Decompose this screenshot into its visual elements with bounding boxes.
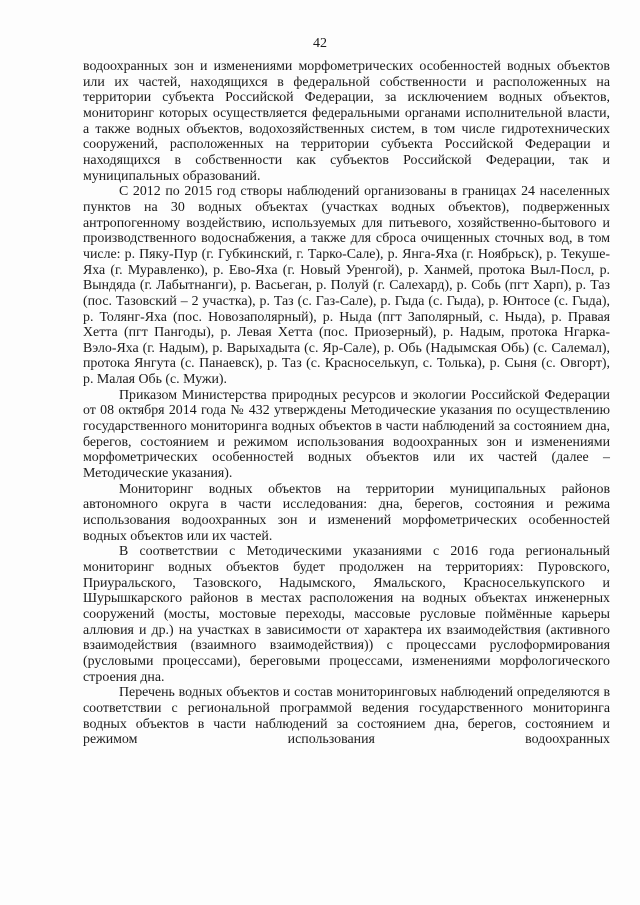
paragraph-4: Мониторинг водных объектов на территории муниципальных районов автономного округа в части исследования: дна, берегов, состояния и режима использования водоохранных зон и изменений морфометрических особенностей водных объектов или их частей. xyxy=(83,481,610,544)
document-body xyxy=(83,59,610,748)
paragraph-1: водоохранных зон и изменениями морфометрических особенностей водных объектов или их частей, находящихся в федеральной собственности и расположенных на территории субъекта Российской Федерации, за исключением водных объектов, мониторинг которых осуществляется федеральными органами исполнительной власти, а также водных объектов, водохозяйственных систем, в том числе гидротехнических сооружений, расположенных на территории субъекта Российской Федерации и находящихся в собственности как субъектов Российской Федерации, так и муниципальных образований. xyxy=(83,59,610,184)
paragraph-6: Перечень водных объектов и состав мониторинговых наблюдений определяются в соответствии с региональной программой ведения государственного мониторинга водных объектов в части наблюдений за состоянием дна, берегов, состоянием и режимом использования водоохранных xyxy=(83,685,610,748)
page-number: 42 xyxy=(313,36,327,51)
paragraph-5: В соответствии с Методическими указаниями с 2016 года региональный мониторинг водных объектов будет продолжен на территориях: Пуровского, Приуральского, Тазовского, Надымского, Ямальского, Красноселькупского и Шурышкарского районов в местах расположения на водных объектах инженерных сооружений (мосты, мостовые переходы, массовые русловые поймённые карьеры аллювия и др.) на участках в зависимости от характера их взаимодействия (активного взаимодействия (взаимного взаимодействия)) с процессами руслоформирования (русловыми процессами), береговыми процессами, изменениями морфологического строения дна. xyxy=(83,544,610,685)
paragraph-3: Приказом Министерства природных ресурсов и экологии Российской Федерации от 08 октября 2014 года № 432 утверждены Методические указания по осуществлению государственного мониторинга водных объектов в части наблюдений за состоянием дна, берегов, состоянием и режимом использования водоохранных зон и изменениями морфометрических особенностей водных объектов или их частей (далее – Методические указания). xyxy=(83,387,610,482)
paragraph-2: С 2012 по 2015 год створы наблюдений организованы в границах 24 населенных пунктов на 30 водных объектах (участках водных объектов), подверженных антропогенному воздействию, используемых для питьевого, хозяйственно-бытового и производственного водоснабжения, а также для сброса очищенных сточных вод, в том числе: р. Пяку-Пур (г. Губкинский, г. Тарко-Сале), р. Янга-Яха (г. Ноябрьск), р. Текуше-Яха (г. Муравленко), р. Ево-Яха (г. Новый Уренгой), р. Ханмей, протока Выл-Посл, р. Вындяда (г. Лабытнанги), р. Васьеган, р. Полуй (г. Салехард), р. Собь (пгт Харп), р. Таз (пос. Тазовский – 2 участка), р. Таз (с. Газ-Сале), р. Гыда (с. Гыда), р. Юнтосе (с. Гыда), р. Толянг-Яха (пос. Новозаполярный), р. Ныда (пгт Заполярный, с. Ныда), р. Правая Хетта (пгт Пангоды), р. Левая Хетта (пос. Приозерный), р. Надым, протока Нгарка-Вэло-Яха (г. Надым), р. Варыхадыта (с. Яр-Сале), р. Обь (Надымская Обь) (с. Салемал), протока Янгута (с. Панаевск), р. Таз (с. Красноселькуп, с. Толька), р. Сыня (с. Овгорт), р. Малая Обь (с. Мужи). xyxy=(83,184,610,388)
